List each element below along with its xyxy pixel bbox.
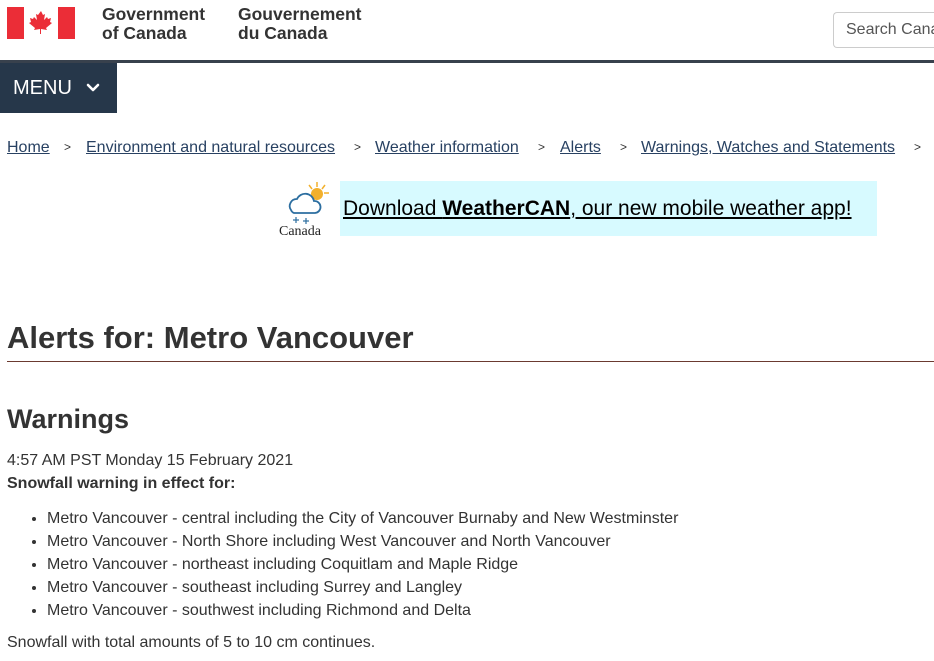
- breadcrumb-separator-icon: >: [354, 140, 362, 154]
- weathercan-logo-icon[interactable]: [279, 180, 337, 238]
- region-list: [0, 509, 678, 624]
- promo-banner: [340, 181, 877, 236]
- warning-summary: Snowfall with total amounts of 5 to 10 cm continues.: [7, 634, 376, 651]
- canada-wordmark: Canada: [279, 224, 321, 238]
- breadcrumb-warnings[interactable]: Warnings, Watches and Statements: [641, 139, 896, 156]
- breadcrumb-environment[interactable]: Environment and natural resources: [86, 139, 336, 156]
- signature-english[interactable]: Government of Canada: [102, 4, 206, 43]
- breadcrumb-separator-icon: >: [538, 140, 546, 154]
- breadcrumb-separator-icon: >: [64, 140, 72, 154]
- canada-flag-icon[interactable]: [7, 7, 75, 39]
- list-item: • Metro Vancouver - southwest including Richmond and Delta: [47, 601, 678, 624]
- search-input[interactable]: [833, 12, 934, 48]
- signature-french[interactable]: Gouvernement du Canada: [238, 4, 362, 43]
- menu-button[interactable]: MENU: [0, 63, 117, 113]
- site-header: [0, 0, 934, 61]
- breadcrumb-weather-information[interactable]: Weather information: [375, 139, 519, 156]
- issued-timestamp: 4:57 AM PST Monday 15 February 2021: [7, 452, 294, 469]
- warnings-heading: Warnings: [7, 404, 130, 434]
- breadcrumb-separator-icon: >: [620, 140, 628, 154]
- list-item: • Metro Vancouver - central including the City of Vancouver Burnaby and New Westminster: [47, 509, 678, 532]
- alert-heading: Snowfall warning in effect for:: [7, 475, 236, 492]
- breadcrumb-alerts[interactable]: Alerts: [560, 139, 601, 156]
- weathercan-download-link[interactable]: Download WeatherCAN, our new mobile weather app!: [343, 197, 852, 220]
- chevron-down-icon: [86, 81, 100, 95]
- list-item: • Metro Vancouver - North Shore including West Vancouver and North Vancouver: [47, 532, 678, 555]
- title-divider: [7, 361, 934, 362]
- list-item: • Metro Vancouver - northeast including Coquitlam and Maple Ridge: [47, 555, 678, 578]
- breadcrumb-home[interactable]: Home: [7, 139, 50, 156]
- header-divider: [0, 60, 934, 63]
- page-title: Alerts for: Metro Vancouver: [7, 320, 414, 355]
- breadcrumb-separator-icon: >: [914, 140, 922, 154]
- list-item: • Metro Vancouver - southeast including Surrey and Langley: [47, 578, 678, 601]
